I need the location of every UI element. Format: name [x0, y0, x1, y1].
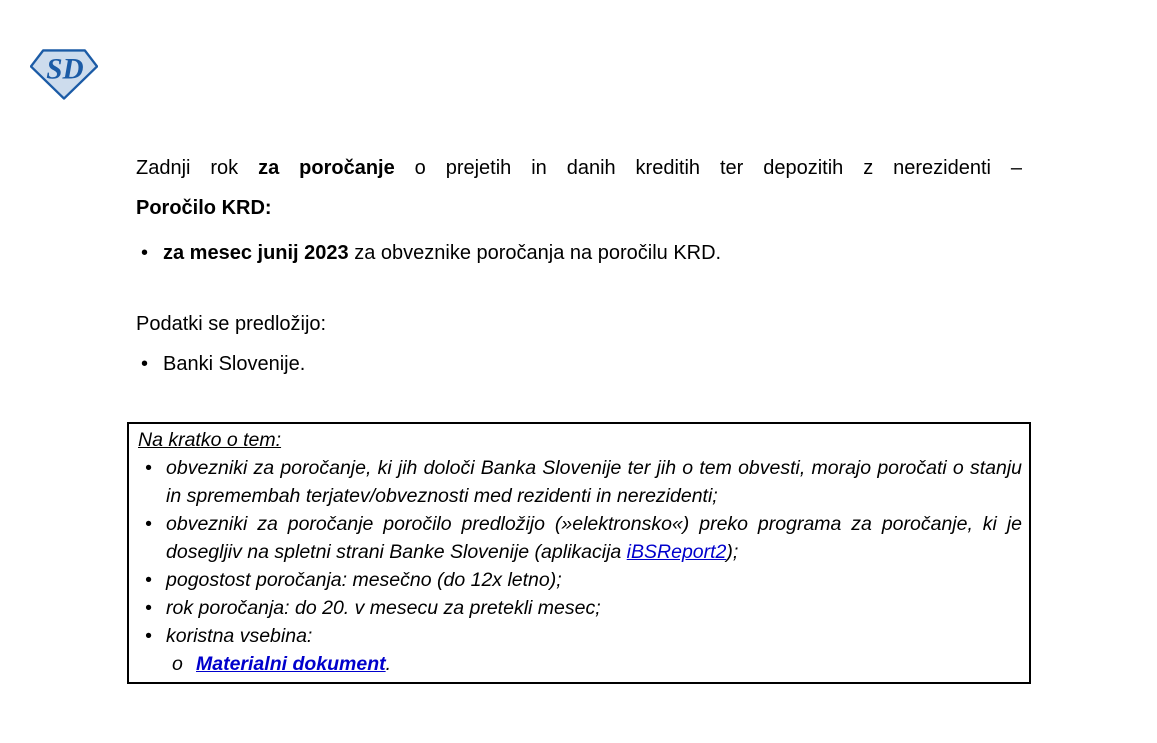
- bullet-icon: •: [145, 597, 152, 619]
- bullet-icon: •: [145, 569, 152, 591]
- bullet-icon: •: [141, 353, 149, 375]
- submission-heading: Podatki se predložijo:: [136, 313, 327, 335]
- infobox-bullet-text: rok poročanja: do 20. v mesecu za pretekli mesec;: [166, 597, 601, 619]
- infobox-bullet-rok: [138, 594, 1022, 622]
- intro-line-1: [136, 148, 1022, 188]
- sub-bullet-post-text: .: [385, 653, 392, 675]
- bullet-icon: •: [145, 457, 152, 479]
- deadline-bullet-text: [163, 239, 721, 267]
- infobox-bullet-post-text: );: [726, 541, 739, 563]
- intro-line-2: [136, 188, 1022, 228]
- infobox-bullet-obvezniki: [138, 454, 1022, 510]
- infobox-bullet-text: koristna vsebina:: [166, 625, 313, 647]
- sub-bullet-text: [196, 650, 391, 678]
- intro-paragraph: [136, 148, 1022, 228]
- intro-text: Zadnji rok: [136, 157, 259, 179]
- infobox-bullet-text: pogostost poročanja: mesečno (do 12x letno);: [166, 569, 562, 591]
- submission-bullet-text: Banki Slovenije.: [163, 353, 306, 375]
- bullet-icon: •: [145, 513, 152, 535]
- ibsreport2-link[interactable]: iBSReport2: [626, 541, 727, 563]
- infobox-bullet-koristna: [138, 622, 1022, 650]
- infobox: [127, 422, 1031, 684]
- infobox-bullet-predlozijo: [138, 510, 1022, 566]
- intro-text: o prejetih in danih kreditih ter depozitih z nerezidenti –: [394, 157, 1022, 179]
- infobox-sub-bullet: [172, 650, 1022, 678]
- sd-logo-letters: SD: [46, 53, 84, 86]
- intro-bold-text: za poročanje: [258, 157, 395, 179]
- bullet-icon: •: [141, 242, 149, 264]
- materialni-dokument-link[interactable]: Materialni dokument: [196, 653, 386, 675]
- submission-bullet-item: [136, 350, 1030, 378]
- infobox-bullet-pogostost: [138, 566, 1022, 594]
- deadline-bold-text: za mesec junij 2023: [163, 242, 349, 264]
- infobox-bullet-text: obvezniki za poročanje, ki jih določi Banka Slovenije ter jih o tem obvesti, morajo poročati o stanju in spremembah terjatev/obveznosti med rezidenti in nerezidenti;: [166, 457, 1022, 507]
- bullet-icon: •: [145, 625, 152, 647]
- report-title: Poročilo KRD:: [136, 197, 272, 219]
- circle-bullet-icon: o: [172, 653, 183, 675]
- infobox-bullet-pre-text: obvezniki za poročanje poročilo predložijo (»elektronsko«) preko programa za poročanje, ki je dosegljiv na spletni strani Banke Slovenije (aplikacija: [166, 513, 1022, 563]
- deadline-rest-text: za obveznike poročanja na poročilu KRD.: [348, 242, 722, 264]
- sd-logo: [30, 47, 98, 101]
- deadline-bullet-item: [136, 239, 1030, 267]
- infobox-bullet-text: [166, 510, 1022, 566]
- infobox-title: Na kratko o tem:: [138, 429, 282, 451]
